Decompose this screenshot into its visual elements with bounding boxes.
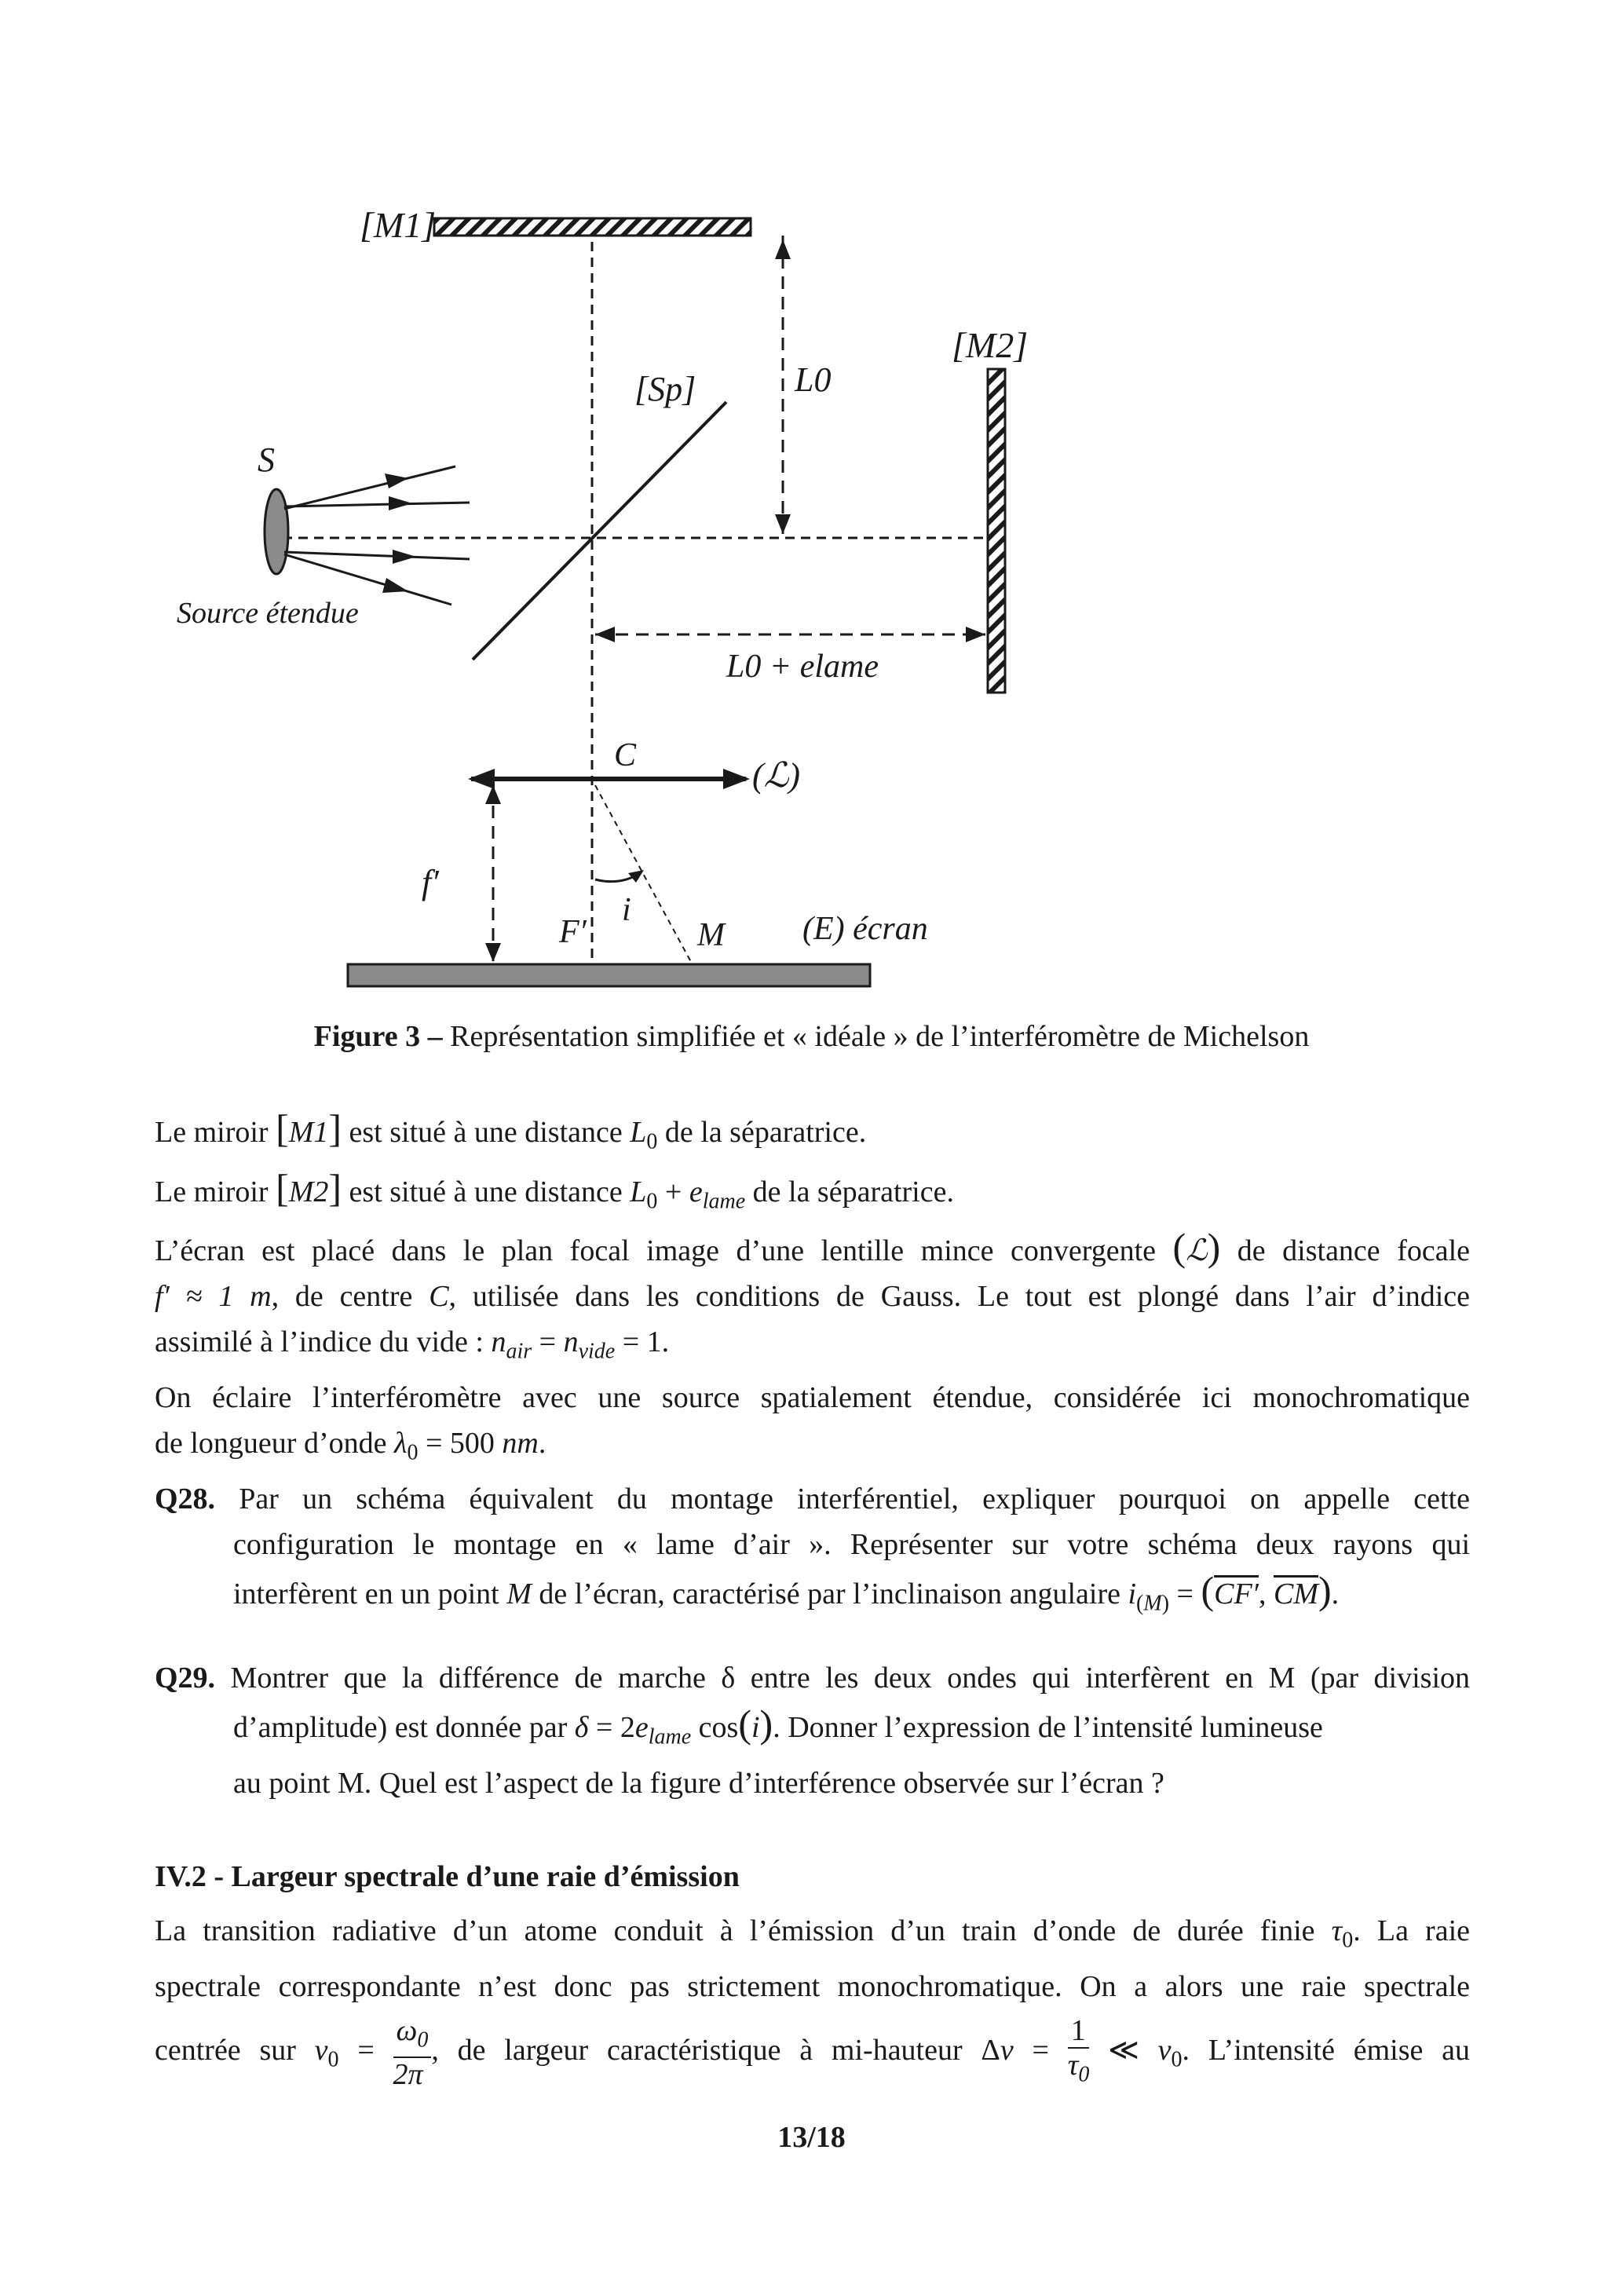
q29-line-2: d’amplitude) est donnée par $\delta = 2e_{lame}$ cos(i). Donner l’expression de l’intensité lumineuse bbox=[233, 1702, 1323, 1749]
label-source: Source étendue bbox=[177, 597, 359, 630]
label-i: i bbox=[622, 892, 631, 928]
label-m: M bbox=[697, 917, 725, 953]
q28-line-3: interfèrent en un point M de l’écran, caractérisé par l’inclinaison angulaire $i_{(M)} = (CF'$, $\overline{CM}$). bbox=[233, 1568, 1340, 1616]
label-sp: [Sp] bbox=[634, 370, 696, 408]
page-number: 13/18 bbox=[777, 2121, 846, 2154]
ray-1-arrow bbox=[385, 473, 408, 488]
label-s: S bbox=[258, 441, 275, 479]
lens-arrow-right bbox=[723, 769, 750, 789]
source-s bbox=[265, 489, 288, 574]
arrowhead-l0-bottom bbox=[775, 514, 791, 534]
label-fprime-point: F′ bbox=[559, 914, 587, 950]
label-c: C bbox=[614, 737, 637, 773]
ray-3 bbox=[284, 552, 470, 559]
section-heading: IV.2 - Largeur spectrale d’une raie d’émission bbox=[155, 1860, 740, 1893]
q29-line-3: au point M. Quel est l’aspect de la figure d’interférence observée sur l’écran ? bbox=[233, 1766, 1164, 1800]
q28-line-1: Q28. Par un schéma équivalent du montage interférentiel, expliquer pourquoi on appelle cette bbox=[155, 1483, 1470, 1515]
label-fprime: f′ bbox=[422, 863, 439, 901]
para-line-4: f′ ≈ 1 m, de centre C, utilisée dans les conditions de Gauss. Le tout est plongé dans l’air d’indice bbox=[155, 1280, 1470, 1314]
arrowhead-l0e-left bbox=[595, 627, 615, 642]
caption-bold: Figure 3 – bbox=[313, 1020, 443, 1053]
q28-line-2: configuration le montage en « lame d’air ». Représenter sur votre schéma deux rayons qui bbox=[233, 1528, 1470, 1561]
paragraph-spectral bbox=[155, 1908, 1470, 2091]
arrowhead-fprime-top bbox=[485, 785, 501, 804]
label-screen: (E) écran bbox=[802, 911, 928, 947]
ray-3-arrow bbox=[393, 550, 416, 564]
label-l0: L0 bbox=[795, 360, 832, 399]
label-m2: [M2] bbox=[952, 325, 1029, 365]
para-line-3: L’écran est placé dans le plan focal image d’une lentille mince convergente (ℒ) de distance focale bbox=[155, 1225, 1471, 1270]
fraction-dnu: $\frac{1}{\tau_0}$ bbox=[1067, 2013, 1090, 2087]
q29-line-1: Q29. Montrer que la différence de marche δ entre les deux ondes qui interfèrent en M (par division bbox=[155, 1662, 1470, 1695]
screen-e bbox=[348, 964, 870, 986]
michelson-figure bbox=[0, 0, 1623, 1005]
question-q28 bbox=[155, 1476, 1470, 1627]
p2-line-1: La transition radiative d’un atome conduit à l’émission d’un train d’onde de durée finie $\tau_0$. La raie bbox=[155, 1914, 1470, 1953]
mirror-m1 bbox=[434, 218, 751, 236]
arrowhead-l0-top bbox=[775, 239, 791, 259]
figure-caption bbox=[0, 1019, 1623, 1054]
arrowhead-fprime-bottom bbox=[485, 943, 501, 962]
question-q29 bbox=[155, 1655, 1470, 1806]
label-m1: [M1] bbox=[360, 205, 437, 245]
para-line-2: Le miroir [M2] est situé à une distance $L_0 + e_{lame}$ de la séparatrice. bbox=[155, 1165, 954, 1214]
mirror-m2 bbox=[988, 369, 1005, 693]
angle-i-arrow bbox=[628, 870, 644, 883]
label-lens: (ℒ) bbox=[752, 756, 800, 795]
para-line-1: Le miroir [M1] est situé à une distance $L_0$ de la séparatrice. bbox=[155, 1106, 867, 1154]
fraction-nu0: $\frac{\omega_0}{2\pi}$ bbox=[393, 2014, 432, 2092]
ray-2-arrow bbox=[389, 496, 412, 510]
p2-line-3: centrée sur $\nu_0$ = $\frac{\omega_0}{2\pi}$ , de largeur caractéristique à mi-hauteur Δν = $\frac{1}{\tau_0}$ ≪ $\nu_0$. L’intensité émise au bbox=[155, 2013, 1471, 2092]
para-line-7: de longueur d’onde $\lambda_0 = 500$ nm. bbox=[155, 1426, 546, 1465]
ray-cm bbox=[595, 785, 691, 962]
q28-line-2-wrap bbox=[155, 1522, 1470, 1567]
p2-line-2: spectrale correspondante n’est donc pas strictement monochromatique. On a alors une raie spectrale bbox=[155, 1969, 1470, 2003]
lens-arrow-left bbox=[468, 769, 495, 789]
para-line-6: On éclaire l’interféromètre avec une source spatialement étendue, considérée ici monochromatique bbox=[155, 1380, 1470, 1414]
caption-text: Représentation simplifiée et « idéale » de l’interféromètre de Michelson bbox=[442, 1020, 1310, 1053]
label-l0e: L0 + elame bbox=[726, 649, 879, 685]
para-line-5: assimilé à l’indice du vide : $n_{air} = n_{vide} = 1$. bbox=[155, 1325, 670, 1364]
arrowhead-l0e-right bbox=[966, 627, 985, 642]
separator-sp bbox=[473, 402, 726, 660]
ray-4-arrow bbox=[382, 578, 408, 593]
paragraph-setup bbox=[155, 1106, 1470, 1475]
